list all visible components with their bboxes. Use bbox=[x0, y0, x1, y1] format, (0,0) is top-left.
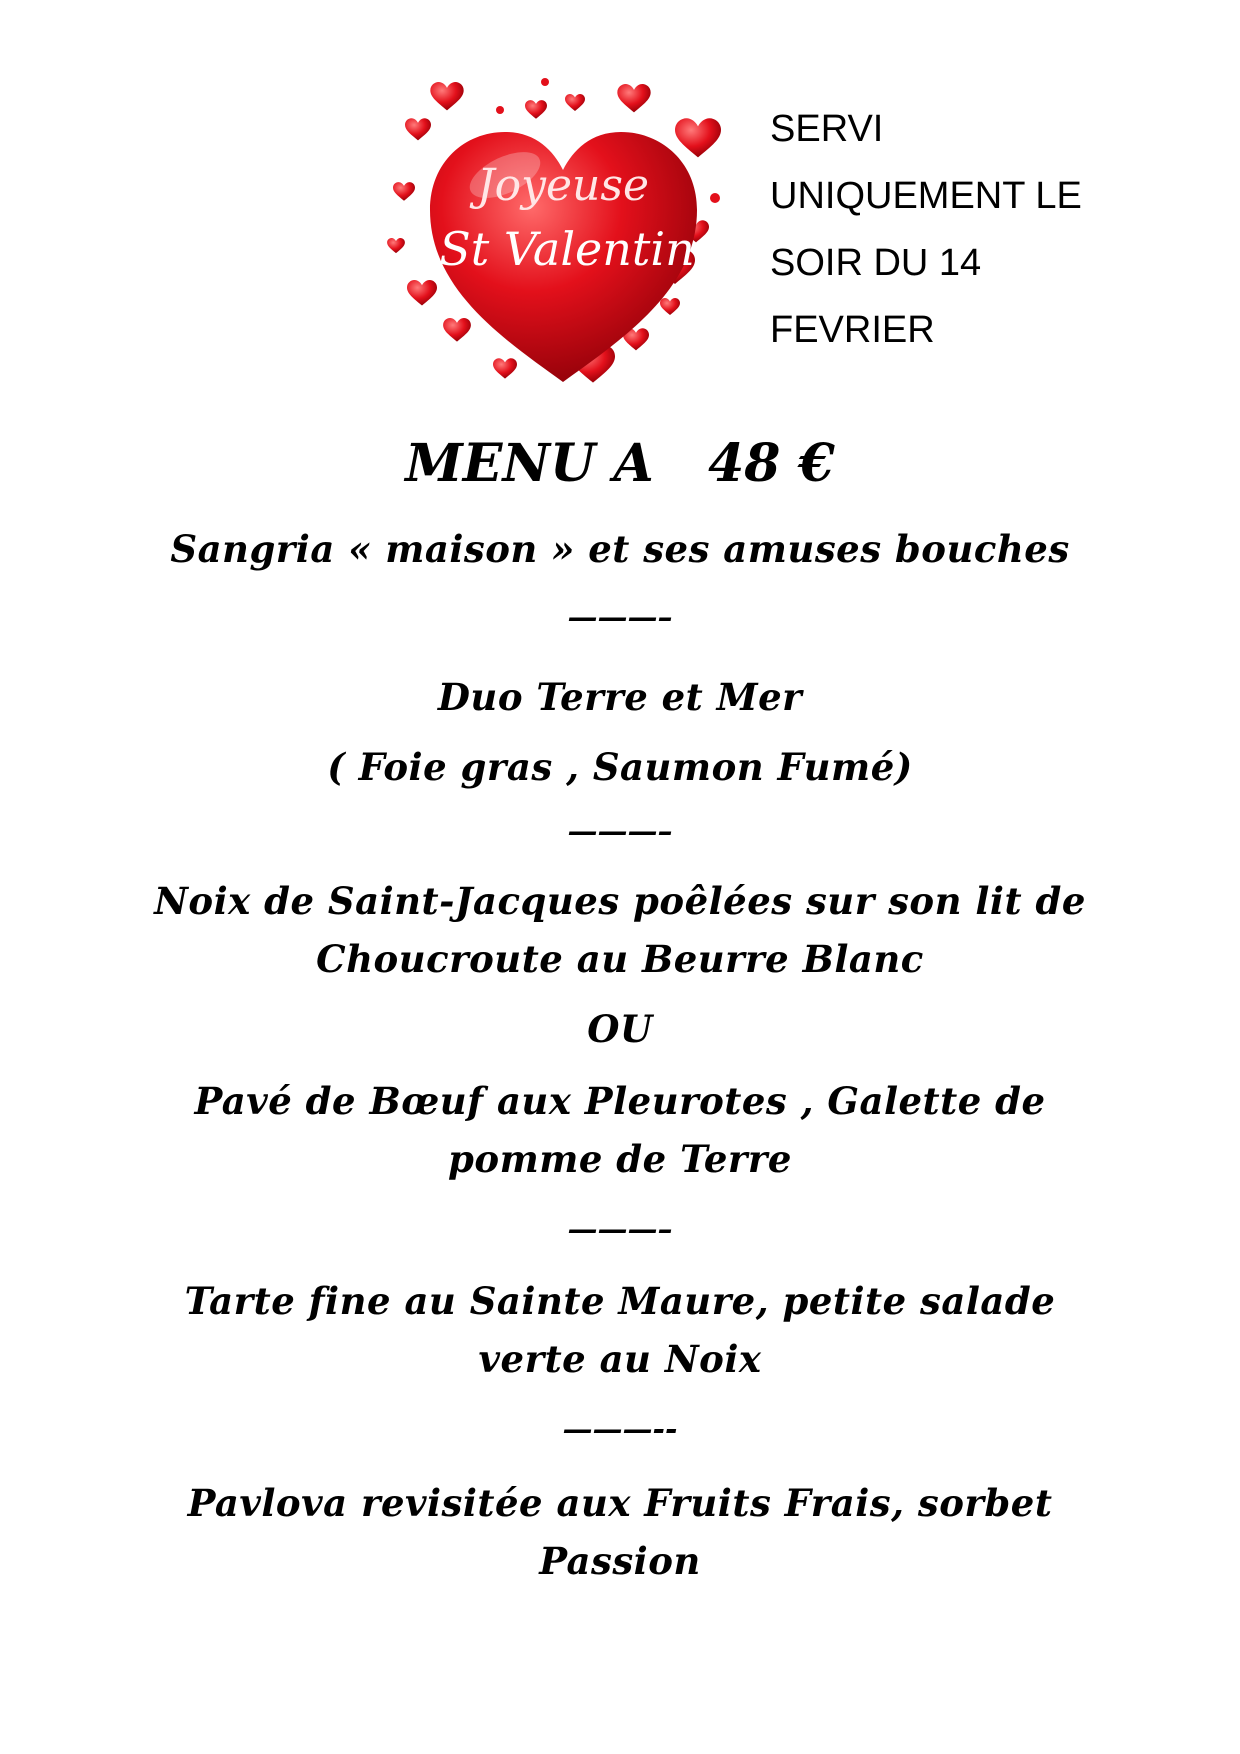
cheese-item bbox=[60, 1272, 1180, 1388]
cheese-line2: verte au Noix bbox=[478, 1337, 762, 1381]
main-option1-line1: Noix de Saint-Jacques poêlées sur son lit de bbox=[154, 879, 1086, 923]
main-option2-line2: pomme de Terre bbox=[448, 1137, 792, 1181]
starter-line1: Duo Terre et Mer bbox=[437, 675, 803, 719]
course-separator: ———– bbox=[567, 1212, 673, 1247]
main-option1-line2: Choucroute au Beurre Blanc bbox=[316, 937, 924, 981]
or-text: OU bbox=[587, 1007, 653, 1051]
main-option2-line1: Pavé de Bœuf aux Pleurotes , Galette de bbox=[194, 1079, 1046, 1123]
logo-line2: St Valentin bbox=[439, 222, 695, 276]
dessert-line1: Pavlova revisitée aux Fruits Frais, sorbet bbox=[187, 1481, 1053, 1525]
service-note-line: SERVI bbox=[770, 108, 884, 150]
menu-title: MENU A 48 € bbox=[405, 433, 835, 494]
aperitif-item bbox=[60, 520, 1180, 578]
service-note-line: FEVRIER bbox=[770, 309, 935, 351]
cheese-line1: Tarte fine au Sainte Maure, petite salade bbox=[184, 1279, 1056, 1323]
main-option1-item bbox=[60, 872, 1180, 988]
dessert-item bbox=[60, 1474, 1180, 1590]
logo-line1: Joyeuse bbox=[477, 160, 649, 211]
service-note-line: SOIR DU 14 bbox=[770, 242, 982, 284]
main-option2-item bbox=[60, 1072, 1180, 1188]
or-label bbox=[60, 1000, 1180, 1058]
course-separator: ———– bbox=[567, 600, 673, 635]
valentine-heart-logo bbox=[385, 70, 740, 405]
starter-line2: ( Foie gras , Saumon Fumé) bbox=[327, 745, 913, 789]
course-separator: ———– bbox=[567, 814, 673, 849]
heart-icon bbox=[385, 70, 740, 405]
service-note bbox=[770, 96, 1100, 364]
course-separator: ———-- bbox=[562, 1412, 678, 1447]
aperitif-text: Sangria « maison » et ses amuses bouches bbox=[170, 527, 1070, 571]
dessert-line2: Passion bbox=[539, 1539, 701, 1583]
service-note-line: UNIQUEMENT LE bbox=[770, 175, 1082, 217]
starter-item bbox=[60, 662, 1180, 802]
